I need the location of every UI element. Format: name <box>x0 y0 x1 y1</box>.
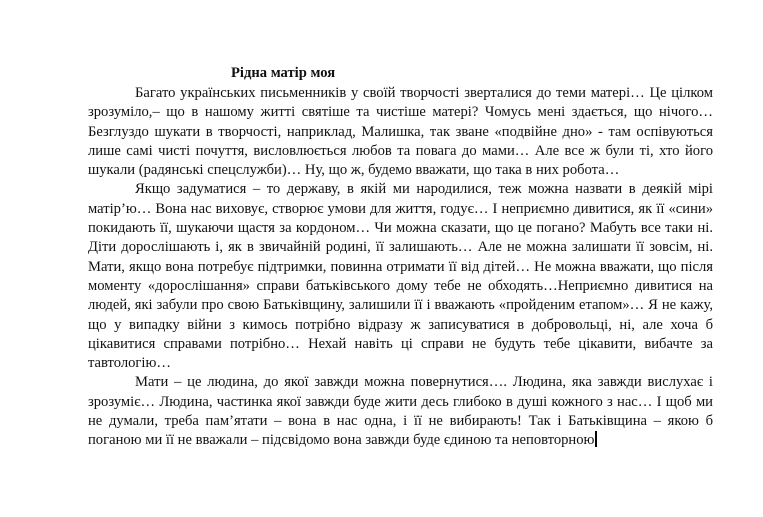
document-body[interactable] <box>88 64 713 451</box>
paragraph-1: Багато українських письменників у своїй творчості зверталися до теми матері… Це цілком зрозуміло,– що в нашому житті святіше та чистіше матері? Чомусь мені здається, що нічого… Безглуздо шукати в творчості, наприклад, Малишка, так зване «подвійне дно» - там оспівуються лише самі чисті почуття, висловлюється любов та повага до мами… Але все ж були ті, хто його шукали (радянські спецслужби)… Ну, що ж, будемо вважати, що така в них робота… <box>88 85 713 179</box>
paragraph-3 <box>88 373 713 450</box>
paragraph-3-text: Мати – це людина, до якої завжди можна повернутися…. Людина, яка завжди вислухає і зрозуміє… Людина, частинка якої завжди буде жити десь глибоко в душі кожного з нас… І щоб ми не думали, треба пам’ятати – вона в нас одна, і її не вибирають! Так і Батьківщина – якою б поганою ми її не вважали – підсвідомо вона завжди буде єдиною та неповторною <box>88 374 713 449</box>
paragraph-2: Якщо задуматися – то державу, в якій ми народилися, теж можна назвати в деякій мірі матір’ю… Вона нас виховує, створює умови для життя, годує… І неприємно дивитися, як її «сини» покидають її, шукаючи щастя за кордоном… Чи можна сказати, що це погано? Мабуть все таки ні. Діти дорослішають і, як в звичайній родині, її залишають… Але не можна залишати її зовсім, ні. Мати, якщо вона потребує підтримки, повинна отримати її від дітей… Не можна вважати, що після моменту «дорослішання» справи батьківського дому тебе не обходять…Неприємно дивитися на людей, які забули про свою Батьківщину, залишили її і вважають «пройденим етапом»… Я не кажу, що у випадку війни з кимось потрібно відразу ж записуватися в добровольці, ні, але хоча б цікавитися справами потрібно… Нехай навіть ці справи не будуть тебе цікавити, вибачте за тавтологію… <box>88 181 713 372</box>
document-title: Рідна матір моя <box>231 65 336 81</box>
text-cursor <box>595 431 597 447</box>
